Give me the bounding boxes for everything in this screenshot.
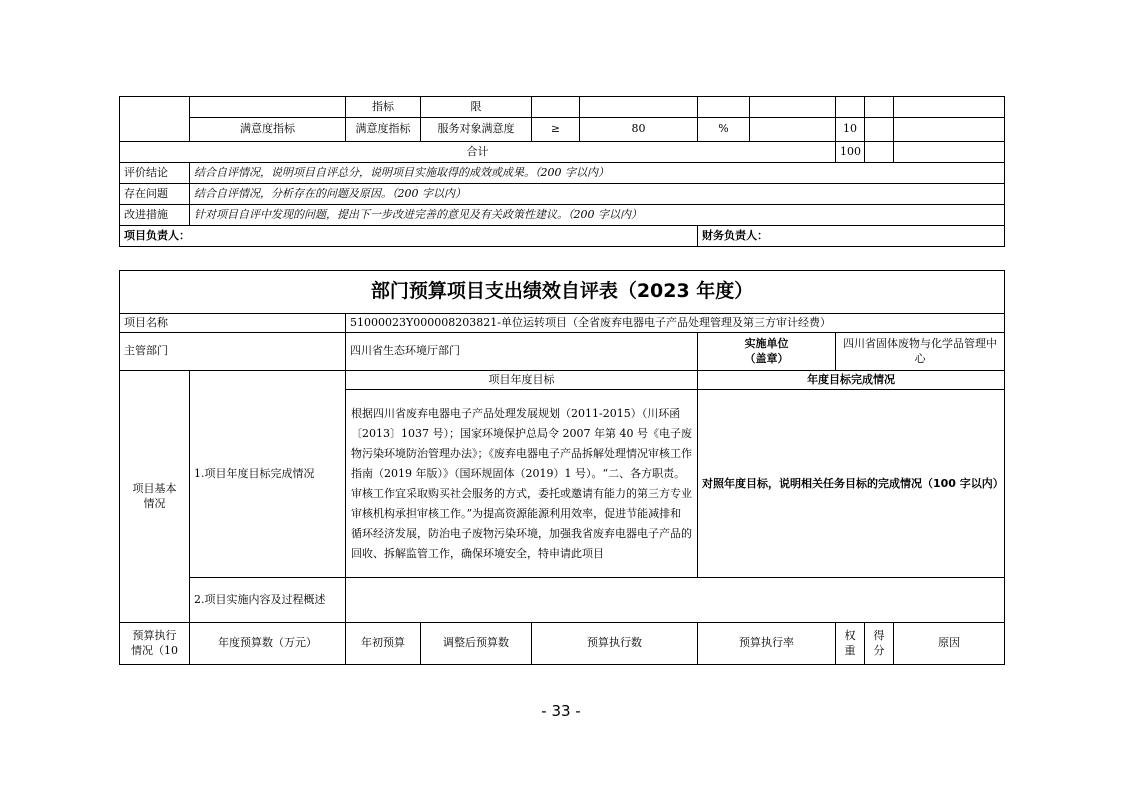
conclusion-text: 结合自评情况，说明项目自评总分，说明项目实施取得的成效或成果。（200 字以内）: [190, 163, 1005, 184]
project-owner-label: 项目负责人：: [120, 226, 698, 247]
basic-info-label: [120, 371, 190, 623]
basic-info-label-line2: 情况: [143, 496, 166, 510]
conclusion-row: [120, 163, 1005, 184]
indicator-table: [119, 96, 1005, 247]
department-label: 主管部门: [120, 333, 346, 371]
goal-row-label: 1.项目年度目标完成情况: [190, 371, 346, 578]
implementing-unit-label: [698, 333, 836, 371]
project-name-value: 51000023Y000008203821-单位运转项目（全省废弃电器电子产品处理管理及第三方审计经费）: [346, 314, 1005, 333]
satisfaction-row: [120, 118, 1005, 142]
executed-budget-header: 预算执行数: [532, 623, 698, 665]
total-label: 合计: [120, 142, 836, 163]
annual-goal-text: 根据四川省废弃电器电子产品处理发展规划（2011-2015）（川环函〔2013〕1037 号）；国家环境保护总局令 2007 年第 40 号《电子废物污染环境防治管理办法》；《废弃电器电子产品拆解处理情况审核工作指南（2019 年版）》（国环规固体（2019）1 号）。“二、各方职责。审核工作宜采取购买社会服务的方式，委托或邀请有能力的第三方专业审核机构承担审核工作。”为提高资源能源利用效率，促进节能减排和循环经济发展，防治电子废物污染环境，加强我省废弃电器电子产品的回收、拆解监管工作，确保环境安全，特申请此项目: [346, 390, 698, 578]
implementing-unit-label-line2: （盖章）: [744, 351, 789, 365]
indicator-name: 服务对象满意度: [421, 118, 532, 142]
implementation-row: [120, 578, 1005, 623]
implementing-unit-label-line1: 实施单位: [744, 336, 789, 350]
department-row: [120, 333, 1005, 371]
score-header-line1: 得: [873, 628, 885, 642]
department-value: 四川省生态环境厅部门: [346, 333, 698, 371]
reason-header: 原因: [894, 623, 1005, 665]
annual-goal-header: 项目年度目标: [346, 371, 698, 390]
blank-cell: [190, 97, 346, 118]
signature-row: [120, 226, 1005, 247]
completion-text: 对照年度目标，说明相关任务目标的完成情况（100 字以内）: [698, 390, 1005, 578]
operator: ≥: [532, 118, 580, 142]
total-value: 100: [836, 142, 865, 163]
annual-budget-header: 年度预算数（万元）: [190, 623, 346, 665]
improve-text: 针对项目自评中发现的问题，提出下一步改进完善的意见及有关政策性建议。（200 字以内）: [190, 205, 1005, 226]
budget-execution-label: [120, 623, 190, 665]
total-row: [120, 142, 1005, 163]
indicator-level1: 满意度指标: [190, 118, 346, 142]
title-row: [120, 271, 1005, 314]
adjusted-budget-header: 调整后预算数: [421, 623, 532, 665]
goal-header-row: [120, 371, 1005, 390]
weight-header-line2: 重: [844, 643, 856, 657]
basic-info-label-line1: 项目基本: [132, 481, 177, 495]
project-name-row: [120, 314, 1005, 333]
self-evaluation-table: [119, 270, 1005, 665]
execution-rate-header: 预算执行率: [698, 623, 836, 665]
initial-budget-header: 年初预算: [346, 623, 421, 665]
score-header: [865, 623, 894, 665]
budget-header-row: [120, 623, 1005, 665]
issues-label: 存在问题: [120, 184, 190, 205]
score-header-line2: 分: [873, 643, 885, 657]
implementing-unit-value: 四川省固体废物与化学品管理中心: [836, 333, 1005, 371]
issues-row: [120, 184, 1005, 205]
indicator-row-header: [120, 97, 1005, 118]
weight-header: [836, 623, 865, 665]
improve-row: [120, 205, 1005, 226]
conclusion-label: 评价结论: [120, 163, 190, 184]
indicator-level3-cell: 指标: [346, 97, 421, 118]
issues-text: 结合自评情况，分析存在的问题及原因。（200 字以内）: [190, 184, 1005, 205]
completion-header: 年度目标完成情况: [698, 371, 1005, 390]
project-name-label: 项目名称: [120, 314, 346, 333]
limit-cell: 限: [421, 97, 532, 118]
form-title: 部门预算项目支出绩效自评表（2023 年度）: [120, 271, 1005, 314]
implementation-content: [346, 578, 1005, 623]
weight-value: 10: [836, 118, 865, 142]
unit: %: [698, 118, 750, 142]
budget-execution-label-line2: 情况（10: [131, 643, 178, 657]
target-value: 80: [580, 118, 698, 142]
budget-execution-label-line1: 预算执行: [132, 628, 177, 642]
finance-owner-label: 财务负责人：: [698, 226, 1005, 247]
implementation-label: 2.项目实施内容及过程概述: [190, 578, 346, 623]
blank-cell: [120, 97, 190, 142]
page-number: - 33 -: [541, 702, 581, 720]
improve-label: 改进措施: [120, 205, 190, 226]
indicator-level2: 满意度指标: [346, 118, 421, 142]
weight-header-line1: 权: [844, 628, 856, 642]
